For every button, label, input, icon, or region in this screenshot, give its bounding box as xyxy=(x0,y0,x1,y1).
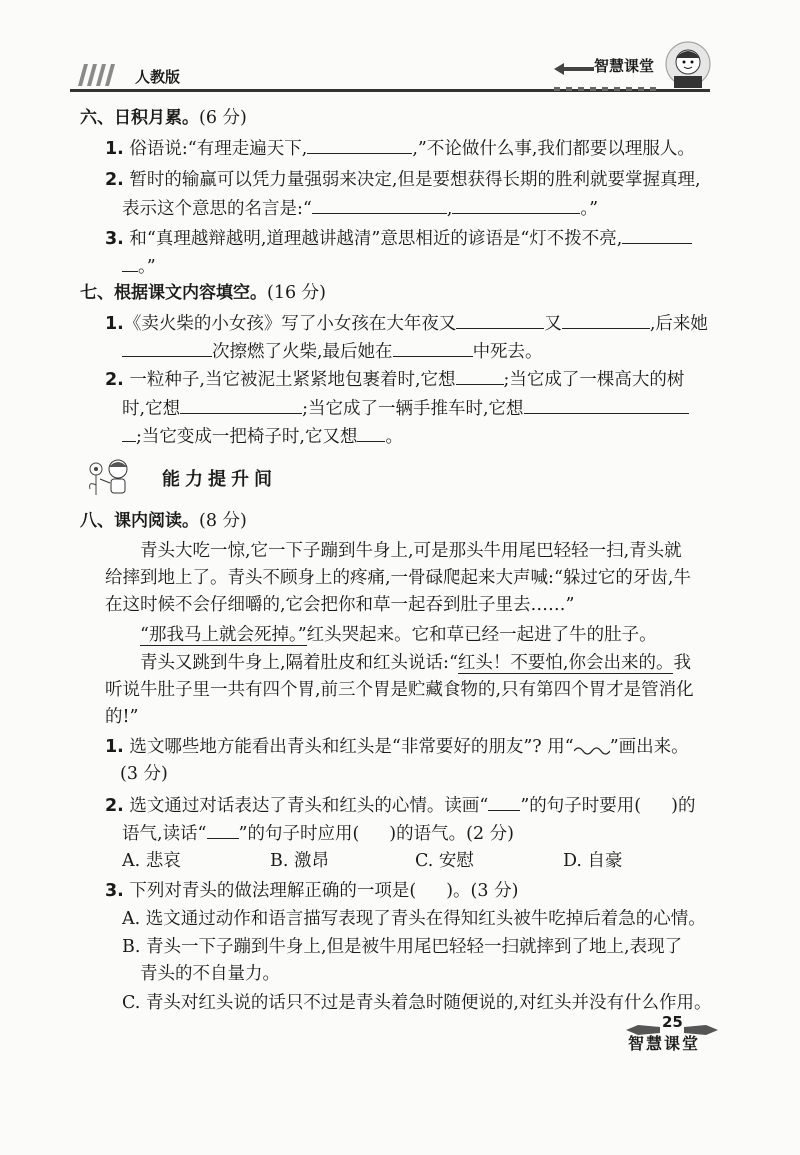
s7-q2-e: ;当它变成一把椅子时,它又想 xyxy=(136,427,358,447)
s7-q1-blank1[interactable] xyxy=(456,310,544,329)
s8-q1-num: 1. xyxy=(105,737,124,757)
s7-q2-blank2[interactable] xyxy=(180,395,302,414)
s7-q2-blank4[interactable] xyxy=(122,423,136,442)
header-brand: 智慧课堂 xyxy=(594,57,655,75)
s8-q3-a: 下列对青头的做法理解正确的一项是( xyxy=(129,881,417,901)
s7-q2-num: 2. xyxy=(105,370,124,390)
s7-q1-blank3[interactable] xyxy=(122,338,212,357)
footer-arrow-left-icon xyxy=(626,1020,660,1030)
section8-score: (8 分) xyxy=(199,511,247,531)
s7-q1-blank2[interactable] xyxy=(562,310,650,329)
s6-q3-blank-a[interactable] xyxy=(622,225,692,244)
arrow-icon xyxy=(554,60,594,72)
s8-q2-f: )的语气。(2 分) xyxy=(389,824,514,844)
s7-q2-blank3[interactable] xyxy=(524,395,689,414)
footer-brand: 智慧课堂 xyxy=(628,1034,701,1053)
s6-q1-pre: 俗语说:“有理走遍天下, xyxy=(129,139,308,159)
s7-q1-e: 中死去。 xyxy=(472,342,543,362)
passage-p3l3: 的!” xyxy=(105,707,139,727)
s6-q2-num: 2. xyxy=(105,170,124,190)
s6-q3-num: 3. xyxy=(105,229,124,249)
s8-q2-option-b[interactable]: B. 激昂 xyxy=(270,851,329,871)
s7-q1-c: ,后来她 xyxy=(649,314,708,334)
s7-q2-f: 。 xyxy=(385,427,403,447)
s6-q1-num: 1. xyxy=(105,139,124,159)
s8-q2-mark1 xyxy=(488,792,520,811)
page-number: 25 xyxy=(662,1013,683,1031)
s8-q2-b: ”的句子时要用( xyxy=(520,796,642,816)
s8-q1-score: (3 分) xyxy=(120,764,168,784)
passage-p3b: 我 xyxy=(673,653,691,673)
s6-q2-line2a: 表示这个意思的名言是:“ xyxy=(122,199,312,219)
passage-p3-underlined: 红头！不要怕,你会出来的。 xyxy=(457,653,674,673)
s6-q2-blank2[interactable] xyxy=(452,195,580,214)
passage-p1l3: 在这时候不会仔细嚼的,它会把你和草一起吞到肚子里去……” xyxy=(105,595,575,615)
edition-label: 人教版 xyxy=(135,68,181,86)
s8-q3-option-a[interactable]: A. 选文通过动作和语言描写表现了青头在得知红头被牛吃掉后着急的心情。 xyxy=(122,909,706,929)
s6-q1-blank[interactable] xyxy=(307,135,412,154)
s6-q3-line1: 和“真理越辩越明,道理越讲越清”意思相近的谚语是“灯不拨不亮, xyxy=(129,229,623,249)
passage-p1l1: 青头大吃一惊,它一下子蹦到牛身上,可是那头牛用尾巴轻轻一扫,青头就 xyxy=(140,541,682,561)
passage-p3l2: 听说牛肚子里一共有四个胃,前三个胃是贮藏食物的,只有第四个胃才是管消化 xyxy=(105,680,694,700)
s6-q3-line2: 。” xyxy=(138,257,156,277)
s8-q2-num: 2. xyxy=(105,796,124,816)
girl-mascot-icon xyxy=(660,40,718,92)
header-dots xyxy=(554,78,664,86)
section7-score: (16 分) xyxy=(267,283,326,303)
s8-q1-a: 选文哪些地方能看出青头和红头是“非常要好的朋友”? 用“ xyxy=(129,737,574,757)
s8-q2-e: ”的句子时应用( xyxy=(238,824,360,844)
s7-q1-d: 次擦燃了火柴,最后她在 xyxy=(212,342,393,362)
section7-title: 七、根据课文内容填空。 xyxy=(80,283,267,303)
s8-q3-b: )。(3 分) xyxy=(446,881,519,901)
s6-q3-blank-b[interactable] xyxy=(122,253,138,272)
s7-q2-b: ;当它成了一棵高大的树 xyxy=(503,370,685,390)
s7-q2-c: 时,它想 xyxy=(122,399,181,419)
s8-q3-num: 3. xyxy=(105,881,124,901)
passage-p3a: 青头又跳到牛身上,隔着肚皮和红头说话:“ xyxy=(140,653,458,673)
footer-arrow-right-icon xyxy=(684,1020,718,1030)
s6-q2-line2c: 。” xyxy=(580,199,599,219)
s6-q2-blank1[interactable] xyxy=(312,195,447,214)
s7-q2-blank1[interactable] xyxy=(456,366,504,385)
s7-q1-blank4[interactable] xyxy=(393,338,473,357)
s8-q1-b: ”画出来。 xyxy=(609,737,689,757)
passage-p1l2: 给摔到地上了。青头不顾身上的疼痛,一骨碌爬起来大声喊:“躲过它的牙齿,牛 xyxy=(105,568,691,588)
s8-q3-option-b-cont[interactable]: 青头的不自量力。 xyxy=(140,964,280,984)
s8-q2-option-a[interactable]: A. 悲哀 xyxy=(122,851,181,871)
s7-q1-b: 又 xyxy=(544,314,562,334)
wavy-line-icon xyxy=(574,741,610,755)
passage-p2-rest: 红头哭起来。它和草已经一起进了牛的肚子。 xyxy=(306,625,657,645)
s6-q1-post: ,”不论做什么事,我们都要以理服人。 xyxy=(412,139,695,159)
s8-q2-option-c[interactable]: C. 安慰 xyxy=(415,851,474,871)
ability-title: 能力提升间 xyxy=(162,469,277,490)
s7-q2-blank5[interactable] xyxy=(357,423,385,442)
s8-q2-option-d[interactable]: D. 自豪 xyxy=(563,851,623,871)
s8-q2-mark2 xyxy=(207,820,239,839)
s8-q2-c: )的 xyxy=(671,796,696,816)
section6-title: 六、日积月累。 xyxy=(80,108,199,128)
s6-q2-line2b: , xyxy=(446,199,453,219)
passage-p2-underlined: “那我马上就会死掉。” xyxy=(140,625,307,645)
s8-q3-option-b[interactable]: B. 青头一下子蹦到牛身上,但是被牛用尾巴轻轻一扫就摔到了地上,表现了 xyxy=(122,937,683,957)
s8-q3-option-c[interactable]: C. 青头对红头说的话只不过是青头着急时随便说的,对红头并没有什么作用。 xyxy=(122,993,712,1013)
child-flower-icon xyxy=(84,455,138,499)
s7-q1-a: 《卖火柴的小女孩》写了小女孩在大年夜又 xyxy=(123,314,457,334)
s7-q1-num: 1. xyxy=(105,314,124,334)
s8-q2-d: 语气,读话“ xyxy=(122,824,207,844)
header-stripes xyxy=(78,64,122,86)
s6-q2-line1: 暂时的输赢可以凭力量强弱来决定,但是要想获得长期的胜利就要掌握真理, xyxy=(129,170,701,190)
section6-score: (6 分) xyxy=(199,108,247,128)
s7-q2-d: ;当它成了一辆手推车时,它想 xyxy=(302,399,524,419)
s7-q2-a: 一粒种子,当它被泥土紧紧地包裹着时,它想 xyxy=(129,370,456,390)
s8-q2-a: 选文通过对话表达了青头和红头的心情。读画“ xyxy=(129,796,489,816)
section8-title: 八、课内阅读。 xyxy=(80,511,199,531)
